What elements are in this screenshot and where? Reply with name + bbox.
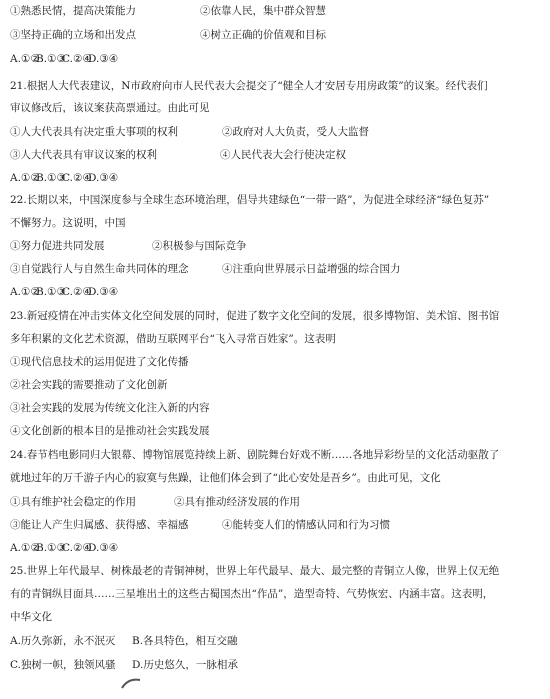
q24-options-row2 <box>10 518 545 532</box>
scan-mark-icon <box>120 676 142 690</box>
q20-choice-d: D.③④ <box>88 53 119 65</box>
q22-choice-d: D.③④ <box>88 286 119 298</box>
q21-choice-b: B.①③ <box>36 172 66 184</box>
q24-choice-c: C.②④ <box>62 542 92 554</box>
q23-option-3: ③社会实践的发展为传统文化注入新的内容 <box>10 402 210 414</box>
q22-answer-choices <box>10 285 545 299</box>
q23-stem-line1: 23.新冠疫情在冲击实体文化空间发展的同时，促进了数字文化空间的发展，很多博物馆、美术馆、图书馆 <box>10 310 500 322</box>
q22-choice-c: C.②④ <box>62 286 92 298</box>
q21-options-row1 <box>10 125 545 139</box>
q24-choice-b: B.①③ <box>36 542 66 554</box>
q21-option-4: ④人民代表大会行使决定权 <box>220 149 346 161</box>
q20-choice-b: B.①③ <box>36 53 66 65</box>
q24-options-row1 <box>10 495 545 509</box>
q25-stem-line1: 25.世界上年代最早、树株最老的青铜神树，世界上年代最早、最大、最完整的青铜立人像，世界上仅无绝 <box>10 565 500 577</box>
q24-option-1: ①具有维护社会稳定的作用 <box>10 496 136 508</box>
q24-stem-line1: 24.春节档电影同归大银幕、博物馆展览持续上新、剧院舞台好戏不断……各地异彩纷呈的文化活动驱散了 <box>10 449 500 461</box>
q20-option-1: ①熟悉民情，提高决策能力 <box>10 5 136 17</box>
q24-choice-a: A.①② <box>10 542 40 554</box>
q24-option-2: ②具有推动经济发展的作用 <box>174 496 300 508</box>
q24-option-3: ③能让人产生归属感、获得感、幸福感 <box>10 519 189 531</box>
q25-option-c: C.独树一帜，独领风骚 <box>10 659 116 671</box>
q21-option-3: ③人大代表具有审议议案的权利 <box>10 149 157 161</box>
q20-option-2: ②依靠人民，集中群众智慧 <box>200 5 326 17</box>
q25-option-b: B.各具特色，相互交融 <box>132 635 238 647</box>
q20-options-row1 <box>10 4 545 18</box>
q24-option-4: ④能转变人们的情感认同和行为习惯 <box>222 519 390 531</box>
q22-option-3: ③自觉践行人与自然生命共同体的理念 <box>10 263 189 275</box>
q24-stem-line2: 就地过年的万千游子内心的寂寞与焦躁，让他们体会到了“此心安处是吾乡”。由此可见，文化 <box>10 472 441 484</box>
q21-answer-choices <box>10 171 545 185</box>
q20-choice-c: C.②④ <box>62 53 92 65</box>
q22-options-row1 <box>10 239 545 253</box>
q24-choice-d: D.③④ <box>88 542 119 554</box>
q21-stem-line2: 审议修改后，该议案获高票通过。由此可见 <box>10 102 210 114</box>
q22-option-2: ②积极参与国际竞争 <box>152 240 247 252</box>
q20-choice-a: A.①② <box>10 53 40 65</box>
q25-option-a: A.历久弥新，永不泯灭 <box>10 635 116 647</box>
q25-options-row2 <box>10 658 545 672</box>
q21-choice-d: D.③④ <box>88 172 119 184</box>
q22-choice-b: B.①③ <box>36 286 66 298</box>
q25-option-d: D.历史悠久，一脉相承 <box>132 659 238 671</box>
q21-choice-c: C.②④ <box>62 172 92 184</box>
q20-option-4: ④树立正确的价值观和目标 <box>200 29 326 41</box>
q25-options-row1 <box>10 634 545 648</box>
q22-stem-line2: 不懈努力。这说明，中国 <box>10 217 126 229</box>
q20-option-3: ③坚持正确的立场和出发点 <box>10 29 136 41</box>
q24-answer-choices <box>10 541 545 555</box>
q23-stem-line2: 多年积累的文化艺术资源，借助互联网平台“飞入寻常百姓家”。这表明 <box>10 333 336 345</box>
q23-option-1: ①现代信息技术的运用促进了文化传播 <box>10 356 189 368</box>
q22-stem-line1: 22.长期以来，中国深度参与全球生态环境治理，倡导共建绿色“一带一路”，为促进全球经济“绿色复苏” <box>10 194 490 206</box>
q21-option-1: ①人大代表具有决定重大事项的权利 <box>10 126 178 138</box>
q25-stem-line2: 有的青铜纵目面具……三星堆出土的这些古蜀国杰出“作品”，造型奇特、气势恢宏、内涵丰富。这表明， <box>10 588 494 600</box>
q20-options-row2 <box>10 28 545 42</box>
q21-stem-line1: 21.根据人大代表建议，N市政府向市人民代表大会提交了“健全人才安居专用房政策”的议案。经代表们 <box>10 80 488 92</box>
q22-option-1: ①努力促进共同发展 <box>10 240 105 252</box>
q21-option-2: ②政府对人大负责，受人大监督 <box>222 126 369 138</box>
q25-stem-line3: 中华文化 <box>10 611 52 623</box>
q23-option-4: ④文化创新的根本目的是推动社会实践发展 <box>10 425 210 437</box>
q22-options-row2 <box>10 262 545 276</box>
q23-option-2: ②社会实践的需要推动了文化创新 <box>10 379 168 391</box>
q20-answer-choices <box>10 52 545 66</box>
q22-option-4: ④注重向世界展示日益增强的综合国力 <box>222 263 401 275</box>
q22-choice-a: A.①② <box>10 286 40 298</box>
q21-choice-a: A.①② <box>10 172 40 184</box>
q21-options-row2 <box>10 148 545 162</box>
